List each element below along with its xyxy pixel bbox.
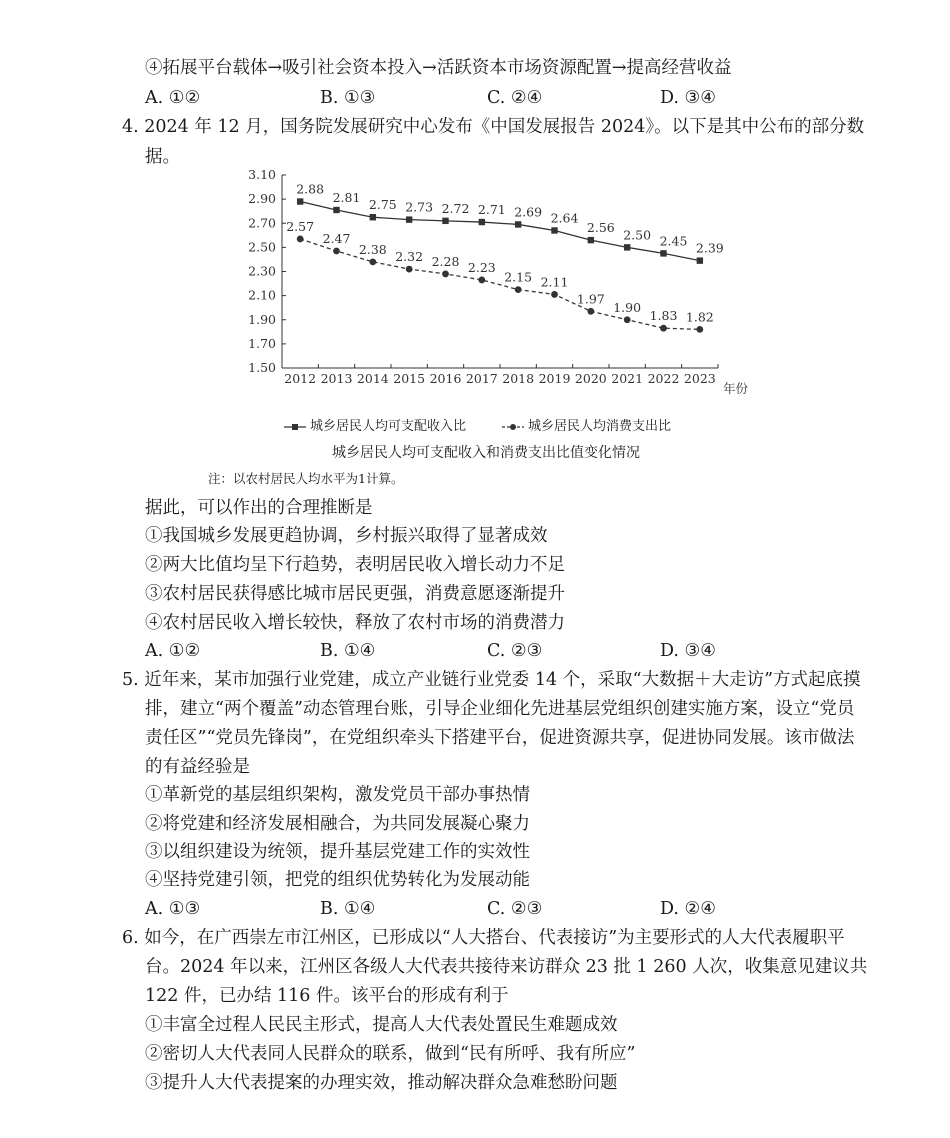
y-tick-label: 2.50	[248, 239, 276, 255]
consumption-ratio-point	[624, 316, 631, 323]
q5-stem-line-1: 5. 近年来，某市加强行业党建，成立产业链行业党委 14 个，采取“大数据＋大走访”方式起底摸	[122, 670, 861, 690]
y-tick-label: 2.70	[248, 215, 276, 231]
y-tick-label: 2.10	[248, 287, 276, 303]
x-tick-label: 2019	[538, 371, 571, 386]
y-tick-label: 3.10	[248, 167, 276, 182]
consumption-ratio-point	[587, 308, 594, 315]
income-ratio-data-label: 2.64	[550, 210, 579, 226]
income-ratio-data-label: 2.69	[514, 204, 543, 220]
income-ratio-data-label: 2.73	[405, 199, 434, 215]
q5-stem-line-3: 责任区”“党员先锋岗”，在党组织牵头下搭建平台，促进资源共享，促进协同发展。该市做法	[145, 728, 855, 748]
q4-stem-line-2: 据。	[145, 147, 180, 167]
q4-item-3: ③农村居民获得感比城市居民更强，消费意愿逐渐提升	[145, 584, 565, 604]
x-tick-label: 2014	[356, 371, 389, 386]
income-ratio-point	[479, 219, 485, 225]
income-ratio-data-label: 2.88	[296, 181, 325, 197]
consumption-ratio-point	[660, 325, 667, 332]
y-tick-label: 1.70	[248, 335, 276, 351]
consumption-ratio-point	[297, 236, 304, 243]
q5-item-1: ①革新党的基层组织架构，激发党员干部办事热情	[145, 785, 530, 805]
q5-item-3: ③以组织建设为统领，提升基层党建工作的实效性	[145, 842, 530, 862]
x-tick-label: 2021	[611, 371, 644, 386]
income-ratio-point	[333, 207, 339, 213]
consumption-ratio-point	[478, 277, 485, 284]
q3-option-b: B. ①③	[320, 88, 376, 108]
income-ratio-data-label: 2.75	[368, 197, 397, 213]
x-tick-label: 2012	[284, 371, 317, 386]
q3-option-c: C. ②④	[487, 88, 543, 108]
legend-income-label: 城乡居民人均可支配收入比	[310, 419, 467, 434]
q3-option-d: D. ③④	[660, 88, 716, 108]
legend-income	[284, 418, 466, 436]
y-tick-label: 2.30	[248, 263, 276, 279]
income-ratio-point	[588, 237, 594, 243]
consumption-ratio-point	[406, 266, 413, 273]
consumption-ratio-point	[551, 291, 558, 298]
q5-option-c: C. ②③	[487, 899, 543, 919]
chart-caption: 城乡居民人均可支配收入和消费支出比值变化情况	[332, 445, 640, 461]
x-axis-label: 年份	[723, 381, 749, 396]
consumption-ratio-point	[333, 248, 340, 255]
q4-option-b: B. ①④	[320, 641, 376, 661]
income-ratio-data-label: 2.50	[623, 227, 652, 243]
q4-item-2: ②两大比值均呈下行趋势，表明居民收入增长动力不足	[145, 555, 565, 575]
x-tick-label: 2016	[429, 371, 462, 386]
legend-consumption-label: 城乡居民人均消费支出比	[528, 419, 672, 434]
consumption-ratio-point	[369, 258, 376, 265]
income-ratio-point	[442, 218, 448, 224]
income-ratio-point	[697, 257, 703, 263]
income-ratio-data-label: 2.71	[477, 202, 506, 218]
q4-option-a: A. ①②	[145, 641, 201, 661]
x-tick-label: 2023	[683, 371, 716, 386]
y-tick-label: 1.90	[248, 311, 276, 327]
consumption-ratio-point	[515, 286, 522, 293]
consumption-ratio-data-label: 2.23	[467, 259, 496, 275]
ratio-line-chart	[240, 165, 800, 415]
consumption-ratio-point	[696, 326, 703, 333]
consumption-ratio-data-label: 2.28	[431, 253, 460, 269]
x-tick-label: 2018	[502, 371, 535, 386]
x-tick-label: 2020	[574, 371, 607, 386]
q4-item-1: ①我国城乡发展更趋协调，乡村振兴取得了显著成效	[145, 526, 548, 546]
q4-option-c: C. ②③	[487, 641, 543, 661]
consumption-ratio-data-label: 1.82	[685, 309, 714, 325]
consumption-ratio-data-label: 2.38	[358, 241, 387, 257]
income-ratio-data-label: 2.39	[695, 240, 724, 256]
x-tick-label: 2013	[320, 371, 353, 386]
income-ratio-data-label: 2.72	[441, 200, 470, 216]
consumption-ratio-data-label: 2.15	[504, 269, 533, 285]
legend-income-marker	[284, 422, 306, 432]
x-tick-label: 2015	[393, 371, 426, 386]
consumption-ratio-point	[442, 271, 449, 278]
x-tick-label: 2022	[647, 371, 680, 386]
consumption-ratio-data-label: 1.97	[576, 291, 605, 307]
income-ratio-point	[551, 227, 557, 233]
q4-option-d: D. ③④	[660, 641, 716, 661]
q5-stem-line-4: 的有益经验是	[145, 757, 250, 777]
consumption-ratio-data-label: 2.11	[540, 274, 569, 290]
income-ratio-point	[515, 221, 521, 227]
q5-item-4: ④坚持党建引领，把党的组织优势转化为发展动能	[145, 870, 530, 890]
q4-lead: 据此，可以作出的合理推断是	[145, 498, 373, 518]
consumption-ratio-data-label: 2.57	[286, 218, 315, 234]
y-tick-label: 2.90	[248, 191, 276, 207]
chart-note: 注：以农村居民人均水平为1计算。	[208, 471, 404, 486]
income-ratio-point	[297, 198, 303, 204]
consumption-ratio-data-label: 2.32	[395, 249, 424, 265]
consumption-ratio-data-label: 1.83	[649, 308, 678, 324]
income-ratio-data-label: 2.56	[586, 220, 615, 236]
q3-item-4: ④拓展平台载体→吸引社会资本投入→活跃资本市场资源配置→提高经营收益	[145, 58, 732, 78]
y-tick-label: 1.50	[248, 360, 276, 375]
q6-item-3: ③提升人大代表提案的办理实效，推动解决群众急难愁盼问题	[145, 1073, 618, 1093]
x-tick-label: 2017	[465, 371, 498, 386]
q6-item-2: ②密切人大代表同人民群众的联系，做到“民有所呼、我有所应”	[145, 1044, 636, 1064]
income-ratio-point	[660, 250, 666, 256]
income-ratio-point	[624, 244, 630, 250]
q4-item-4: ④农村居民收入增长较快，释放了农村市场的消费潜力	[145, 613, 565, 633]
income-ratio-point	[406, 216, 412, 222]
q6-stem-line-1: 6. 如今，在广西崇左市江州区，已形成以“人大搭台、代表接访”为主要形式的人大代表履职平	[122, 928, 845, 948]
q5-option-b: B. ①④	[320, 899, 376, 919]
q5-option-a: A. ①③	[145, 899, 201, 919]
income-ratio-point	[370, 214, 376, 220]
q4-stem-line-1: 4. 2024 年 12 月，国务院发展研究中心发布《中国发展报告 2024》。以下是其中公布的部分数	[122, 117, 865, 137]
income-ratio-data-label: 2.45	[659, 233, 688, 249]
q5-option-d: D. ②④	[660, 899, 716, 919]
legend-consumption-marker	[502, 422, 524, 432]
q5-item-2: ②将党建和经济发展相融合，为共同发展凝心聚力	[145, 814, 530, 834]
legend-consumption	[502, 418, 671, 436]
consumption-ratio-data-label: 2.47	[322, 230, 351, 246]
q6-stem-line-3: 122 件，已办结 116 件。该平台的形成有利于	[145, 986, 509, 1006]
q3-option-a: A. ①②	[145, 88, 201, 108]
q6-stem-line-2: 台。2024 年以来，江州区各级人大代表共接待来访群众 23 批 1 260 人次，收集意见建议共	[145, 957, 868, 977]
q6-item-1: ①丰富全过程人民民主形式，提高人大代表处置民生难题成效	[145, 1015, 618, 1035]
income-ratio-data-label: 2.81	[332, 189, 361, 205]
q5-stem-line-2: 排，建立“两个覆盖”动态管理台账，引导企业细化先进基层党组织创建实施方案，设立“党员	[145, 699, 855, 719]
consumption-ratio-data-label: 1.90	[613, 299, 642, 315]
